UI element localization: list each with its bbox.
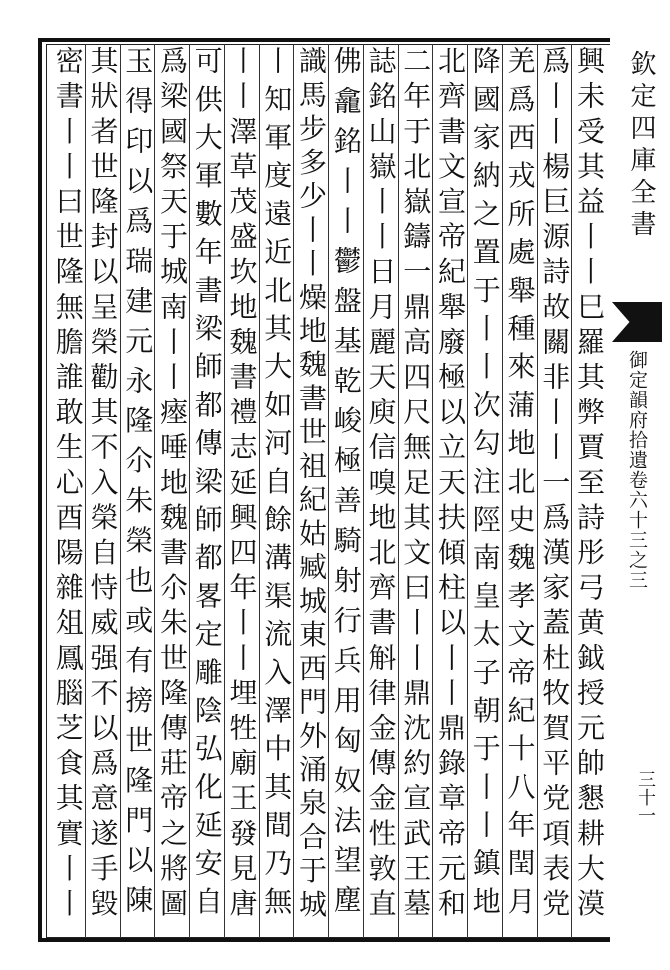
column-rule <box>224 44 225 938</box>
text-column-13: 爲梁國祭天于城南丨丨瘞唾地魏書尒朱世隆傳莊帝之將圖 <box>156 46 189 924</box>
page-margin <box>612 40 662 940</box>
column-rule <box>328 44 329 938</box>
text-column-1: 興未受其益丨丨巳羅其弊賈至詩彤弓黄鉞授元帥懇耕大漠 <box>573 46 606 924</box>
text-column-15: 其狀者世隆封以呈榮勸其不入榮自恃威强不以爲意遂手毀 <box>86 46 120 924</box>
column-rule <box>363 44 364 938</box>
text-column-14: 玉得印以爲瑞建元永隆尒朱榮也或有搒世隆門以陳 <box>121 46 155 925</box>
column-rule <box>432 44 433 938</box>
column-rule <box>537 44 538 938</box>
text-column-3: 羌爲西戎所處舉種來蒲地北史魏孝文帝紀十八年閏月 <box>503 46 537 925</box>
column-rule <box>502 44 503 938</box>
text-column-8: 佛龕銘丨丨鬱盤基乾峻極善騎射行兵用匈奴法望塵 <box>329 46 363 925</box>
column-rule <box>259 44 260 938</box>
text-column-10: 丨知軍度遠近北其大如河自餘溝渠流入澤中其間乃無 <box>260 46 294 925</box>
text-column-4: 降國家納之置于丨丨次勾注陘南皇太子朝于丨丨鎮地 <box>468 46 502 925</box>
column-rule <box>293 44 294 938</box>
margin-title: 欽定四庫全書 <box>626 50 656 242</box>
text-column-12: 可供大軍數年書梁師都傳梁師都畧定雕陰弘化延安自 <box>190 46 224 925</box>
margin-book-title: 御定韻府拾遺卷六十三之三 <box>626 350 648 590</box>
column-rule <box>85 44 86 938</box>
text-column-11: 丨丨澤草茂盛坎地魏書禮志延興四年丨丨埋牲廟王發見唐 <box>225 46 259 924</box>
text-column-7: 誌銘山嶽丨丨日月麗天庾信嗅地北齊書斛律金傳金性敦直 <box>364 46 398 924</box>
text-column-5: 北齊書文宣帝紀舉廢極以立天扶傾柱以丨丨鼎錄章帝元和 <box>434 46 467 924</box>
column-rule <box>154 44 155 938</box>
column-rule <box>571 44 572 938</box>
margin-page-number: 三十一 <box>635 770 656 824</box>
column-rule <box>189 44 190 938</box>
text-column-6: 二年于北嶽鑄一鼎高四尺無足其文曰丨丨鼎沈約宣武王墓 <box>399 46 433 924</box>
text-column-2: 爲丨丨楊巨源詩故關非丨丨一爲漢家蓋杜牧賀平党項表党 <box>538 46 572 924</box>
column-rule <box>467 44 468 938</box>
text-column-9: 識馬步多少丨丨燥地魏書世祖紀姑臧城東西門外涌泉合于城 <box>295 46 328 923</box>
text-column-16: 密書丨丨曰世隆無膽誰敢生心酉陽雜俎鳳腦芝食其實丨丨 <box>51 46 85 924</box>
column-rule <box>120 44 121 938</box>
column-rule <box>398 44 399 938</box>
fish-tail-mark <box>612 302 662 342</box>
